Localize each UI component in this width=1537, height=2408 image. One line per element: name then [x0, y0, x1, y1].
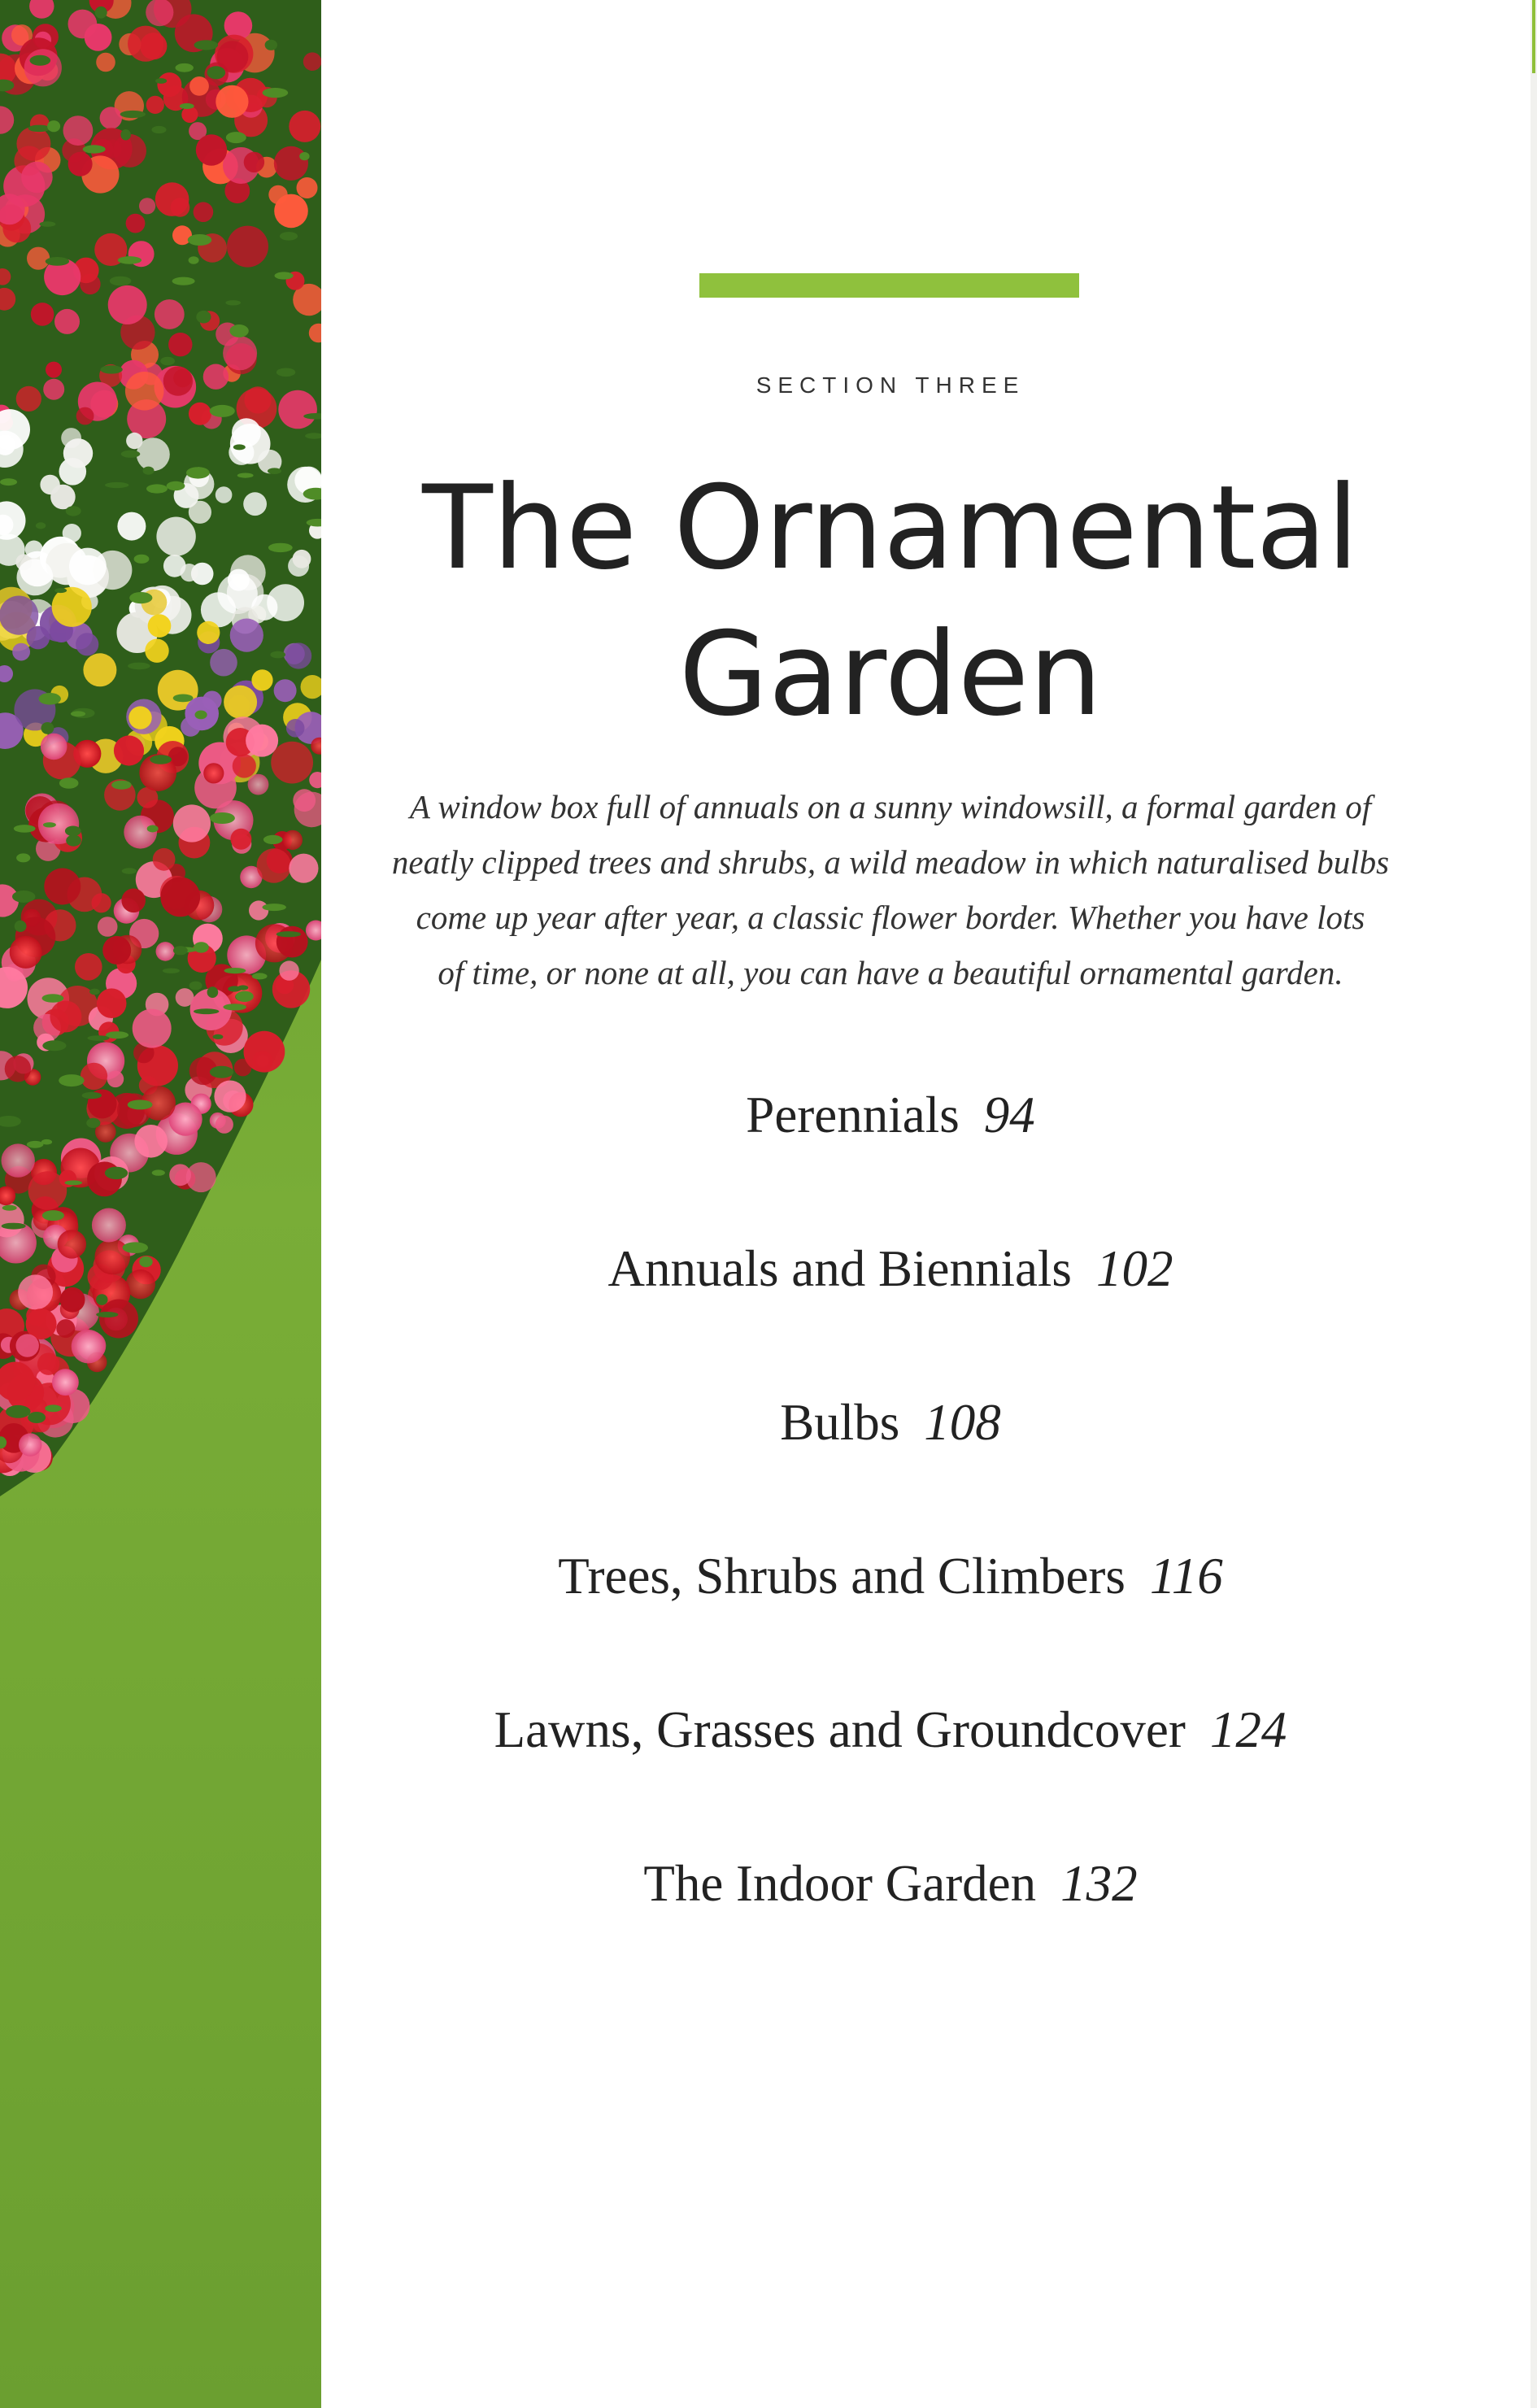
flower-bloom	[214, 1081, 246, 1113]
leaf	[12, 890, 35, 903]
entry-page: 108	[924, 1394, 1001, 1451]
leaf	[210, 812, 235, 824]
leaf	[42, 1040, 66, 1051]
flower-bloom	[58, 1230, 86, 1258]
flower-bloom	[99, 1300, 138, 1339]
leaf	[100, 365, 122, 373]
flower-bloom	[249, 900, 268, 920]
leaf	[225, 300, 241, 305]
leaf	[276, 931, 301, 937]
leaf	[252, 973, 268, 979]
flower-bloom	[286, 719, 305, 738]
leaf	[66, 506, 81, 516]
flower-bloom	[18, 1274, 53, 1309]
flower-bloom	[279, 960, 298, 980]
flower-bloom	[216, 486, 233, 503]
intro-line: come up year after year, a classic flower border. Whether you have lots	[416, 899, 1365, 936]
flower-bloom	[168, 333, 192, 356]
intro-line: neatly clipped trees and shrubs, a wild meadow in which naturalised bulbs	[391, 843, 1390, 881]
leaf	[229, 324, 248, 337]
flower-bloom	[10, 936, 42, 969]
flower-bloom	[257, 848, 291, 882]
flower-bloom	[63, 115, 94, 146]
leaf	[82, 1092, 102, 1099]
leaf	[28, 125, 50, 133]
flower-bloom	[289, 854, 318, 883]
flower-bloom	[125, 372, 164, 411]
leaf	[45, 1404, 62, 1412]
leaf	[2, 1223, 26, 1230]
flower-bloom	[60, 1287, 85, 1313]
flower-bloom	[244, 152, 264, 172]
entry-title: Annuals and Biennials	[607, 1240, 1072, 1297]
leaf	[213, 1034, 224, 1039]
flower-bloom	[50, 485, 76, 510]
entry-title: Trees, Shrubs and Climbers	[558, 1548, 1126, 1605]
flower-bloom	[267, 584, 304, 621]
flower-bloom	[69, 548, 107, 586]
flower-bloom	[134, 1125, 168, 1158]
flower-bloom	[274, 146, 308, 181]
leaf	[121, 451, 141, 458]
flower-bloom	[25, 541, 43, 559]
leaf	[59, 777, 79, 788]
leaf	[268, 468, 281, 474]
leaf	[96, 1312, 118, 1317]
leaf	[263, 835, 283, 844]
flower-bloom	[156, 517, 195, 556]
flower-bloom	[41, 734, 67, 760]
flower-bloom	[203, 364, 229, 390]
flower-bloom	[233, 754, 256, 777]
flower-bloom	[155, 182, 189, 216]
entry-page: 124	[1209, 1701, 1287, 1758]
flower-bloom	[229, 440, 254, 465]
flower-bloom	[126, 433, 142, 449]
leaf	[71, 711, 85, 716]
leaf	[143, 467, 155, 475]
leaf	[152, 1169, 165, 1175]
flower-bloom	[94, 1239, 130, 1275]
leaf	[120, 129, 131, 140]
flower-bloom	[50, 1001, 81, 1033]
leaf	[0, 478, 17, 486]
leaf	[207, 66, 225, 79]
flower-bloom	[289, 111, 320, 142]
entry-title: Lawns, Grasses and Groundcover	[494, 1701, 1186, 1758]
leaf	[270, 651, 285, 659]
contents-entry[interactable]	[321, 1842, 1460, 1996]
flower-bloom	[189, 501, 211, 524]
leaf	[15, 921, 27, 932]
section-opener	[321, 0, 1537, 2408]
contents-list	[321, 1073, 1460, 1996]
intro-line: A window box full of annuals on a sunny windowsill, a formal garden of	[409, 788, 1372, 825]
leaf	[147, 825, 159, 833]
leaf	[122, 868, 137, 874]
leaf	[233, 444, 246, 450]
flower-bloom	[19, 1433, 41, 1456]
flower-bloom	[96, 53, 115, 72]
leaf	[237, 473, 254, 478]
flower-bloom	[293, 550, 311, 568]
leaf	[86, 1118, 100, 1128]
leaf	[66, 835, 81, 847]
entry-page: 116	[1149, 1548, 1223, 1605]
leaf	[111, 781, 132, 790]
flower-bloom	[2, 1143, 35, 1177]
flower-bloom	[246, 725, 278, 757]
flower-bloom	[12, 643, 30, 661]
leaf	[87, 1035, 109, 1041]
leaf	[95, 7, 107, 19]
flower-bloom	[102, 936, 131, 965]
leaf	[167, 481, 185, 490]
entry-page: 94	[983, 1086, 1035, 1143]
flower-bloom	[297, 177, 318, 198]
leaf	[2, 1205, 17, 1211]
leaf	[189, 982, 202, 991]
leaf	[180, 103, 194, 109]
flower-bloom	[121, 889, 146, 913]
flower-bloom	[56, 1319, 75, 1338]
flower-bloom	[268, 185, 287, 204]
flower-bloom	[92, 1208, 126, 1243]
flower-bloom	[27, 247, 50, 270]
flower-bloom	[146, 96, 164, 114]
flower-bloom	[181, 564, 198, 581]
leaf	[65, 1180, 83, 1185]
flower-bloom	[196, 134, 227, 165]
leaf	[42, 994, 64, 1003]
leaf	[194, 1008, 219, 1014]
flower-bloom	[83, 653, 116, 686]
section-title	[321, 455, 1460, 748]
flower-bloom	[75, 953, 102, 981]
leaf	[173, 946, 188, 955]
contents-entry[interactable]	[321, 1227, 1460, 1381]
flower-bloom	[145, 639, 168, 663]
flower-bloom	[68, 152, 93, 176]
flower-bloom	[276, 926, 308, 958]
flower-bloom	[155, 299, 185, 329]
flower-bloom	[52, 1369, 79, 1396]
flower-bloom	[133, 1009, 172, 1048]
flower-bloom	[31, 303, 54, 326]
flower-bloom	[153, 848, 176, 871]
leaf	[188, 234, 212, 246]
leaf	[210, 405, 235, 417]
flower-bloom	[194, 202, 214, 222]
leaf	[6, 1405, 31, 1418]
contents-entry[interactable]	[321, 1381, 1460, 1535]
flower-bloom	[197, 621, 220, 644]
flower-bloom	[156, 942, 176, 961]
leaf	[151, 126, 166, 133]
flower-bloom	[148, 614, 172, 638]
flower-bloom	[248, 774, 269, 795]
contents-entry[interactable]	[321, 1073, 1460, 1227]
flower-bloom	[228, 569, 250, 591]
flower-bloom	[227, 226, 268, 268]
leaf	[194, 942, 209, 952]
leaf	[210, 1066, 233, 1078]
flower-bloom	[28, 1171, 67, 1210]
flower-bloom	[303, 52, 321, 71]
leaf	[46, 257, 69, 266]
leaf	[268, 543, 293, 552]
entry-title: The Indoor Garden	[643, 1855, 1037, 1912]
leaf	[173, 695, 194, 703]
flower-bloom	[223, 336, 257, 370]
flower-bloom	[63, 438, 93, 468]
garden-photo	[0, 0, 321, 2408]
leaf	[128, 1099, 153, 1109]
intro-line: of time, or none at all, you can have a beautiful ornamental garden.	[438, 954, 1343, 991]
leaf	[194, 40, 219, 50]
leaf	[176, 63, 194, 72]
leaf	[39, 693, 61, 705]
leaf	[280, 232, 298, 241]
flower-bloom	[278, 390, 317, 429]
flower-bloom	[244, 1031, 285, 1073]
leaf	[47, 120, 60, 132]
flower-bloom	[5, 1056, 31, 1082]
leaf	[150, 755, 172, 764]
leaf	[163, 969, 180, 973]
leaf	[118, 256, 142, 264]
flower-bloom	[44, 869, 81, 905]
entry-title: Perennials	[746, 1086, 960, 1143]
accent-bar	[699, 273, 1079, 298]
leaf	[105, 1167, 128, 1179]
flower-bloom	[251, 669, 272, 690]
flower-bloom	[107, 1071, 124, 1088]
flower-bloom	[24, 49, 62, 86]
flower-bloom	[293, 789, 316, 812]
flower-bloom	[224, 686, 257, 719]
flower-bloom	[81, 1063, 107, 1090]
leaf	[28, 1412, 46, 1423]
flower-bloom	[189, 403, 211, 425]
flower-bloom	[128, 26, 163, 62]
flower-bloom	[216, 1116, 233, 1134]
leaf	[146, 484, 168, 493]
flower-bloom	[169, 1164, 191, 1186]
flower-bloom	[181, 107, 198, 123]
leaf	[129, 592, 152, 603]
leaf	[226, 132, 246, 143]
leaf	[196, 311, 211, 324]
leaf	[172, 277, 195, 285]
contents-entry[interactable]	[321, 1688, 1460, 1842]
entry-page: 102	[1095, 1240, 1173, 1297]
leaf	[224, 968, 246, 973]
leaf	[186, 467, 210, 478]
flower-bloom	[285, 642, 311, 668]
flower-bloom	[283, 830, 303, 850]
flower-bloom	[100, 107, 122, 128]
flower-bloom	[98, 917, 118, 937]
flower-bloom	[189, 76, 209, 96]
entry-title: Bulbs	[780, 1394, 900, 1451]
flower-bloom	[113, 134, 146, 168]
flower-bloom	[157, 72, 181, 97]
leaf	[16, 853, 30, 862]
leaf	[59, 1074, 84, 1086]
leaf	[40, 221, 56, 227]
flower-bloom	[16, 1334, 39, 1356]
leaf	[105, 482, 128, 488]
leaf	[36, 522, 46, 529]
flower-bloom	[230, 619, 263, 652]
flower-bloom	[139, 198, 155, 214]
leaf	[236, 991, 254, 1002]
leaf	[275, 272, 294, 279]
leaf	[134, 555, 150, 564]
flower-bloom	[37, 1353, 59, 1375]
leaf	[195, 711, 207, 720]
leaf	[155, 78, 167, 84]
leaf	[263, 88, 289, 98]
flower-bloom	[54, 309, 80, 334]
leaf	[14, 825, 36, 833]
leaf	[128, 663, 150, 670]
leaf	[265, 40, 277, 50]
flower-bloom	[203, 763, 224, 783]
flower-bloom	[46, 362, 62, 378]
leaf	[110, 277, 132, 286]
flower-bloom	[114, 735, 144, 765]
leaf	[65, 826, 81, 837]
leaf	[42, 1210, 64, 1221]
leaf	[263, 904, 286, 911]
flower-bloom	[163, 366, 193, 395]
leaf	[54, 588, 67, 593]
flower-bloom	[16, 386, 41, 411]
title-line-2: Garden	[678, 607, 1103, 742]
flower-bloom	[126, 214, 146, 233]
flower-bloom	[68, 10, 98, 39]
leaf	[27, 1141, 44, 1148]
flower-bloom	[230, 829, 251, 850]
flower-bloom	[274, 679, 297, 702]
flower-bloom	[72, 1330, 106, 1364]
flower-bloom	[0, 596, 38, 635]
leaf	[237, 985, 248, 990]
leaf	[83, 145, 106, 153]
flower-bloom	[210, 649, 237, 677]
entry-page: 132	[1060, 1855, 1138, 1912]
flower-bloom	[243, 492, 267, 516]
flower-bloom	[108, 285, 147, 324]
leaf	[120, 111, 146, 118]
flower-bloom	[21, 162, 53, 194]
flower-bloom	[43, 379, 64, 400]
flower-bloom	[271, 742, 313, 784]
flower-bloom	[160, 877, 200, 917]
flower-bloom	[117, 512, 146, 541]
flower-bloom	[76, 407, 94, 425]
leaf	[189, 256, 199, 263]
leaf	[223, 1004, 246, 1010]
flower-bloom	[97, 988, 127, 1018]
leaf	[96, 1294, 107, 1305]
section-label: SECTION THREE	[755, 372, 1025, 398]
leaf	[276, 368, 295, 377]
flower-bloom	[76, 633, 98, 655]
flower-bloom	[16, 127, 50, 161]
leaf	[299, 152, 309, 160]
flower-bloom	[216, 85, 248, 118]
leaf	[207, 986, 219, 998]
flower-bloom	[126, 1269, 155, 1299]
leaf	[41, 722, 54, 734]
flower-bloom	[52, 587, 92, 627]
leaf	[41, 1139, 52, 1145]
leaf	[89, 989, 100, 995]
flower-bloom	[173, 804, 211, 842]
intro-paragraph	[362, 779, 1419, 1000]
title-line-1: The Ornamental	[422, 461, 1359, 595]
flower-bloom	[128, 706, 151, 729]
leaf	[160, 357, 175, 366]
leaf	[123, 1242, 148, 1253]
flower-border-image	[0, 0, 321, 2408]
leaf	[43, 822, 56, 827]
leaf	[30, 55, 51, 66]
contents-entry[interactable]	[321, 1535, 1460, 1688]
leaf	[139, 1256, 152, 1268]
